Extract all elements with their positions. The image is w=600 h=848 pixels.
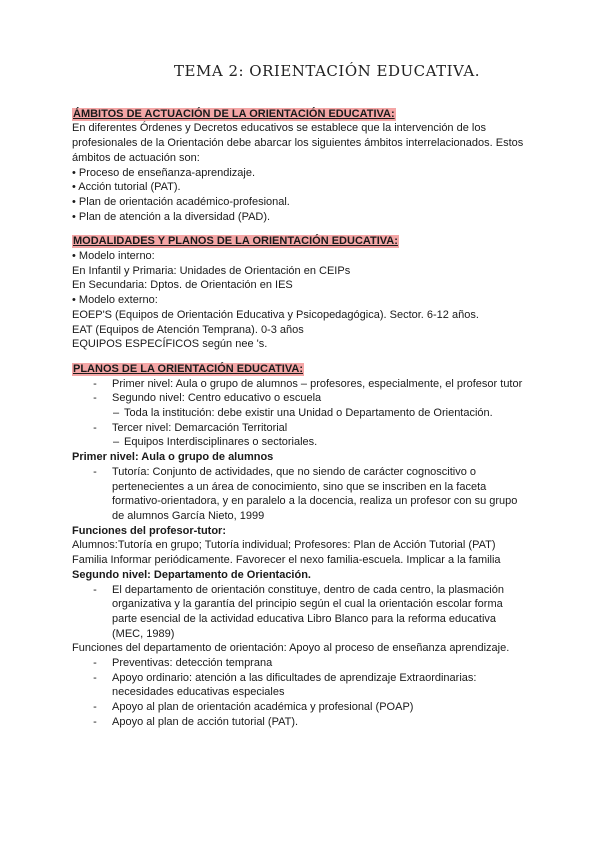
tutoria-line: Tutoría: Conjunto de actividades, que no siendo de carácter cognoscitivo o — [112, 465, 477, 478]
intro-line: En diferentes Órdenes y Decretos educativos se establece que la intervención de los — [72, 122, 486, 135]
levels-list — [72, 377, 542, 451]
text-line: En Infantil y Primaria: Unidades de Orientación en CEIPs — [72, 264, 351, 277]
depto-line: organizativa y la garantía del principio según el cual la orientación escolar forma — [112, 598, 503, 611]
text-line: En Secundaria: Dptos. de Orientación en IES — [72, 279, 293, 292]
tutoria-line: de alumnos García Nieto, 1999 — [112, 509, 265, 522]
section-modalidades — [72, 234, 542, 352]
list-item: • Acción tutorial (PAT). — [72, 181, 181, 194]
list-item — [90, 583, 542, 642]
section-planos — [72, 362, 542, 730]
document-page — [72, 64, 542, 730]
list-item — [90, 465, 542, 524]
tutoria-list — [72, 465, 542, 524]
funcion-line: necesidades educativas especiales — [112, 686, 285, 699]
text-line: EOEP'S (Equipos de Orientación Educativa y Psicopedagógica). Sector. 6-12 años. — [72, 308, 479, 321]
list-item: - Primer nivel: Aula o grupo de alumnos – profesores, especialmente, el profesor tutor — [90, 377, 542, 392]
text-line: Funciones del departamento de orientación: Apoyo al proceso de enseñanza aprendizaje. — [72, 642, 510, 655]
text-line: • Modelo externo: — [72, 294, 158, 307]
text-line: Alumnos:Tutoría en grupo; Tutoría individual; Profesores: Plan de Acción Tutorial (PAT) — [72, 539, 496, 552]
list-item: - Preventivas: detección temprana — [90, 656, 542, 671]
tutoria-line: pertenecientes a un área de conocimiento, sino que se inscriben en la faceta — [112, 480, 487, 493]
subheading-segundo-nivel: Segundo nivel: Departamento de Orientación. — [72, 568, 311, 581]
section-heading-ambitos: ÁMBITOS DE ACTUACIÓN DE LA ORIENTACIÓN EDUCATIVA: — [73, 107, 395, 120]
text-line: EAT (Equipos de Atención Temprana). 0-3 años — [72, 323, 304, 336]
list-subitem: – Equipos Interdisciplinares o sectoriales. — [112, 435, 542, 450]
depto-line: (MEC, 1989) — [112, 627, 175, 640]
tutoria-line: formativo-orientadora, y en paralelo a la docencia, realiza un profesor con su grupo — [112, 495, 518, 508]
depto-list — [72, 583, 542, 642]
section-ambitos — [72, 107, 542, 225]
intro-line: ámbitos de actuación son: — [72, 151, 200, 164]
section-heading-planos: PLANOS DE LA ORIENTACIÓN EDUCATIVA: — [73, 362, 303, 375]
list-item: • Plan de atención a la diversidad (PAD). — [72, 210, 271, 223]
list-item: • Proceso de enseñanza-aprendizaje. — [72, 166, 256, 179]
intro-line: profesionales de la Orientación debe abarcar los siguientes ámbitos interrelacionados. Estos — [72, 137, 524, 150]
subheading-funciones-tutor: Funciones del profesor-tutor: — [72, 524, 226, 537]
list-item: - Tercer nivel: Demarcación Territorial — [90, 421, 542, 436]
funciones-list — [72, 656, 542, 730]
funcion-line: Apoyo ordinario: atención a las dificultades de aprendizaje Extraordinarias: — [112, 671, 477, 684]
text-line: EQUIPOS ESPECÍFICOS según nee 's. — [72, 338, 268, 351]
list-item: - Apoyo al plan de orientación académica y profesional (POAP) — [90, 700, 542, 715]
section-heading-modalidades: MODALIDADES Y PLANOS DE LA ORIENTACIÓN EDUCATIVA: — [73, 235, 398, 248]
list-item: - Apoyo al plan de acción tutorial (PAT). — [90, 715, 542, 730]
depto-line: El departamento de orientación constituye, dentro de cada centro, la plasmación — [112, 583, 504, 596]
text-line: Familia Informar periódicamente. Favorecer el nexo familia-escuela. Implicar a la familia — [72, 554, 501, 567]
list-item — [90, 671, 542, 700]
list-item: - Segundo nivel: Centro educativo o escuela — [90, 391, 542, 406]
subheading-primer-nivel: Primer nivel: Aula o grupo de alumnos — [72, 451, 274, 464]
text-line: • Modelo interno: — [72, 250, 155, 263]
depto-line: parte esencial de la actividad educativa Libro Blanco para la reforma educativa — [112, 612, 497, 625]
list-subitem: – Toda la institución: debe existir una Unidad o Departamento de Orientación. — [112, 406, 542, 421]
list-item: • Plan de orientación académico-profesional. — [72, 195, 290, 208]
page-title: TEMA 2: ORIENTACIÓN EDUCATIVA. — [174, 62, 480, 80]
